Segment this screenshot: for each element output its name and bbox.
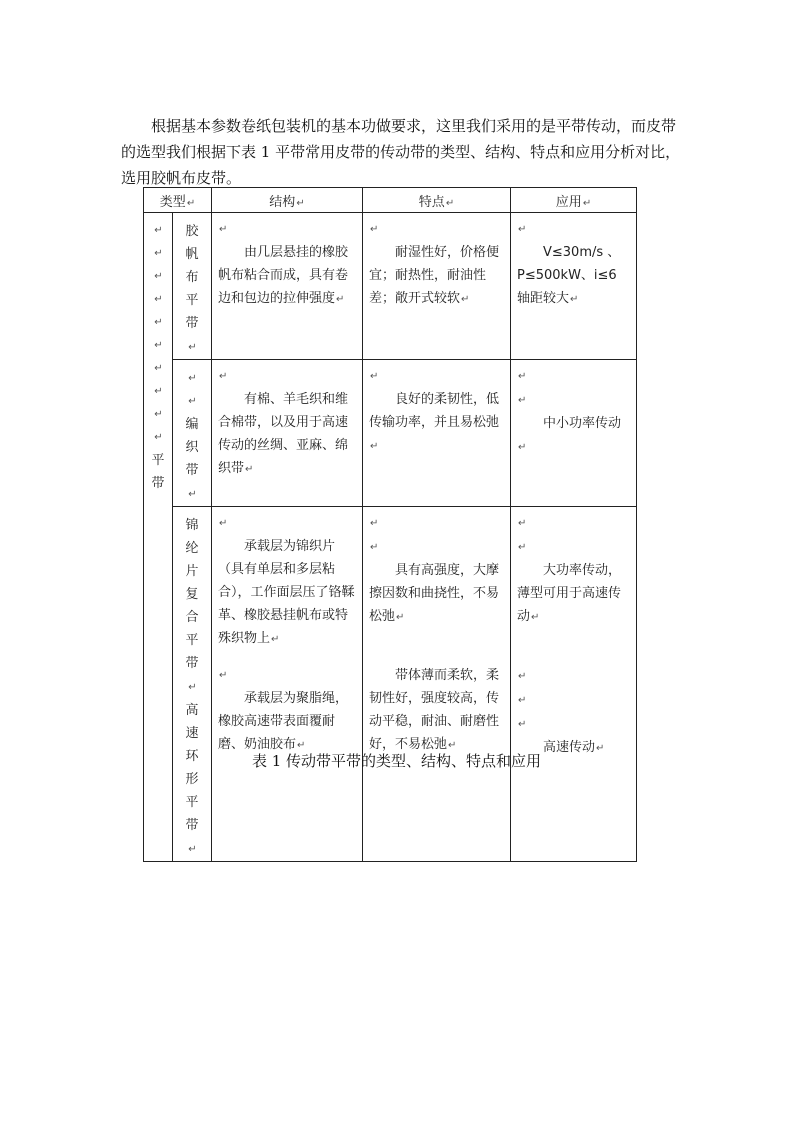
type-label: 胶帆布平带 xyxy=(185,224,199,331)
feature-cell: ↵ 耐湿性好，价格便宜；耐热性，耐油性差；敞开式较软↵ xyxy=(363,213,511,360)
table-row xyxy=(144,213,637,360)
structure-cell: ↵ 有棉、羊毛织和维合棉带，以及用于高速传动的丝绸、亚麻、绵织带↵ xyxy=(212,360,363,507)
structure-cell: ↵ 承载层为锦织片（具有单层和多层粘合），工作面层压了铬鞣革、橡胶悬挂帆布或特殊织物上↵ ↵ 承载层为聚脂绳，橡胶高速带表面覆耐磨、奶油胶布↵ xyxy=(212,507,363,862)
application-cell: ↵ ↵ 中小功率传动↵ xyxy=(511,360,637,507)
table-row xyxy=(144,507,637,862)
intro-paragraph: 根据基本参数卷纸包装机的基本功做要求，这里我们采用的是平带传动，而皮带的选型我们根据下表 1 平带常用皮带的传动带的类型、结构、特点和应用分析对比，选用胶帆布皮带。 xyxy=(121,117,681,187)
table-row xyxy=(144,360,637,507)
type-label: 高速环形平带 xyxy=(185,703,199,833)
table-caption: 表 1 传动带平带的类型、结构、特点和应用 xyxy=(251,752,542,770)
application-cell: ↵ ↵ 大功率传动，薄型可用于高速传动↵ ↵ ↵ ↵ 高速传动↵ xyxy=(511,507,637,862)
application-cell: ↵ V≤30m/s 、P≤500kW、i≤6 轴距较大↵ xyxy=(511,213,637,360)
header-feature: 特点↵ xyxy=(363,188,511,213)
header-application: 应用↵ xyxy=(511,188,637,213)
type-label: 编织带 xyxy=(185,417,199,478)
type-cell: 胶帆布平带↵ xyxy=(173,213,212,360)
group-label-cell: ↵ ↵ ↵ ↵ ↵ ↵ ↵ ↵ ↵ ↵ 平带 xyxy=(144,213,173,862)
structure-cell: ↵ 由几层悬挂的橡胶帆布粘合而成，具有卷边和包边的拉伸强度↵ xyxy=(212,213,363,360)
feature-cell: ↵ ↵ 具有高强度，大摩擦因数和曲挠性，不易松弛↵ 带体薄而柔软，柔韧性好，强度较高，传动平稳，耐油、耐磨性好，不易松弛↵ xyxy=(363,507,511,862)
header-type: 类型↵ xyxy=(144,188,212,213)
type-cell: 锦纶片复合平带↵ 高速环形平带 ↵ xyxy=(173,507,212,862)
type-cell: ↵ ↵ 编织带↵ xyxy=(173,360,212,507)
type-label: 锦纶片复合平带 xyxy=(185,518,199,671)
group-label: 平带 xyxy=(151,453,165,491)
table-header-row xyxy=(144,188,637,213)
feature-cell: ↵ 良好的柔韧性，低传输功率，并且易松弛↵ xyxy=(363,360,511,507)
header-structure: 结构↵ xyxy=(212,188,363,213)
